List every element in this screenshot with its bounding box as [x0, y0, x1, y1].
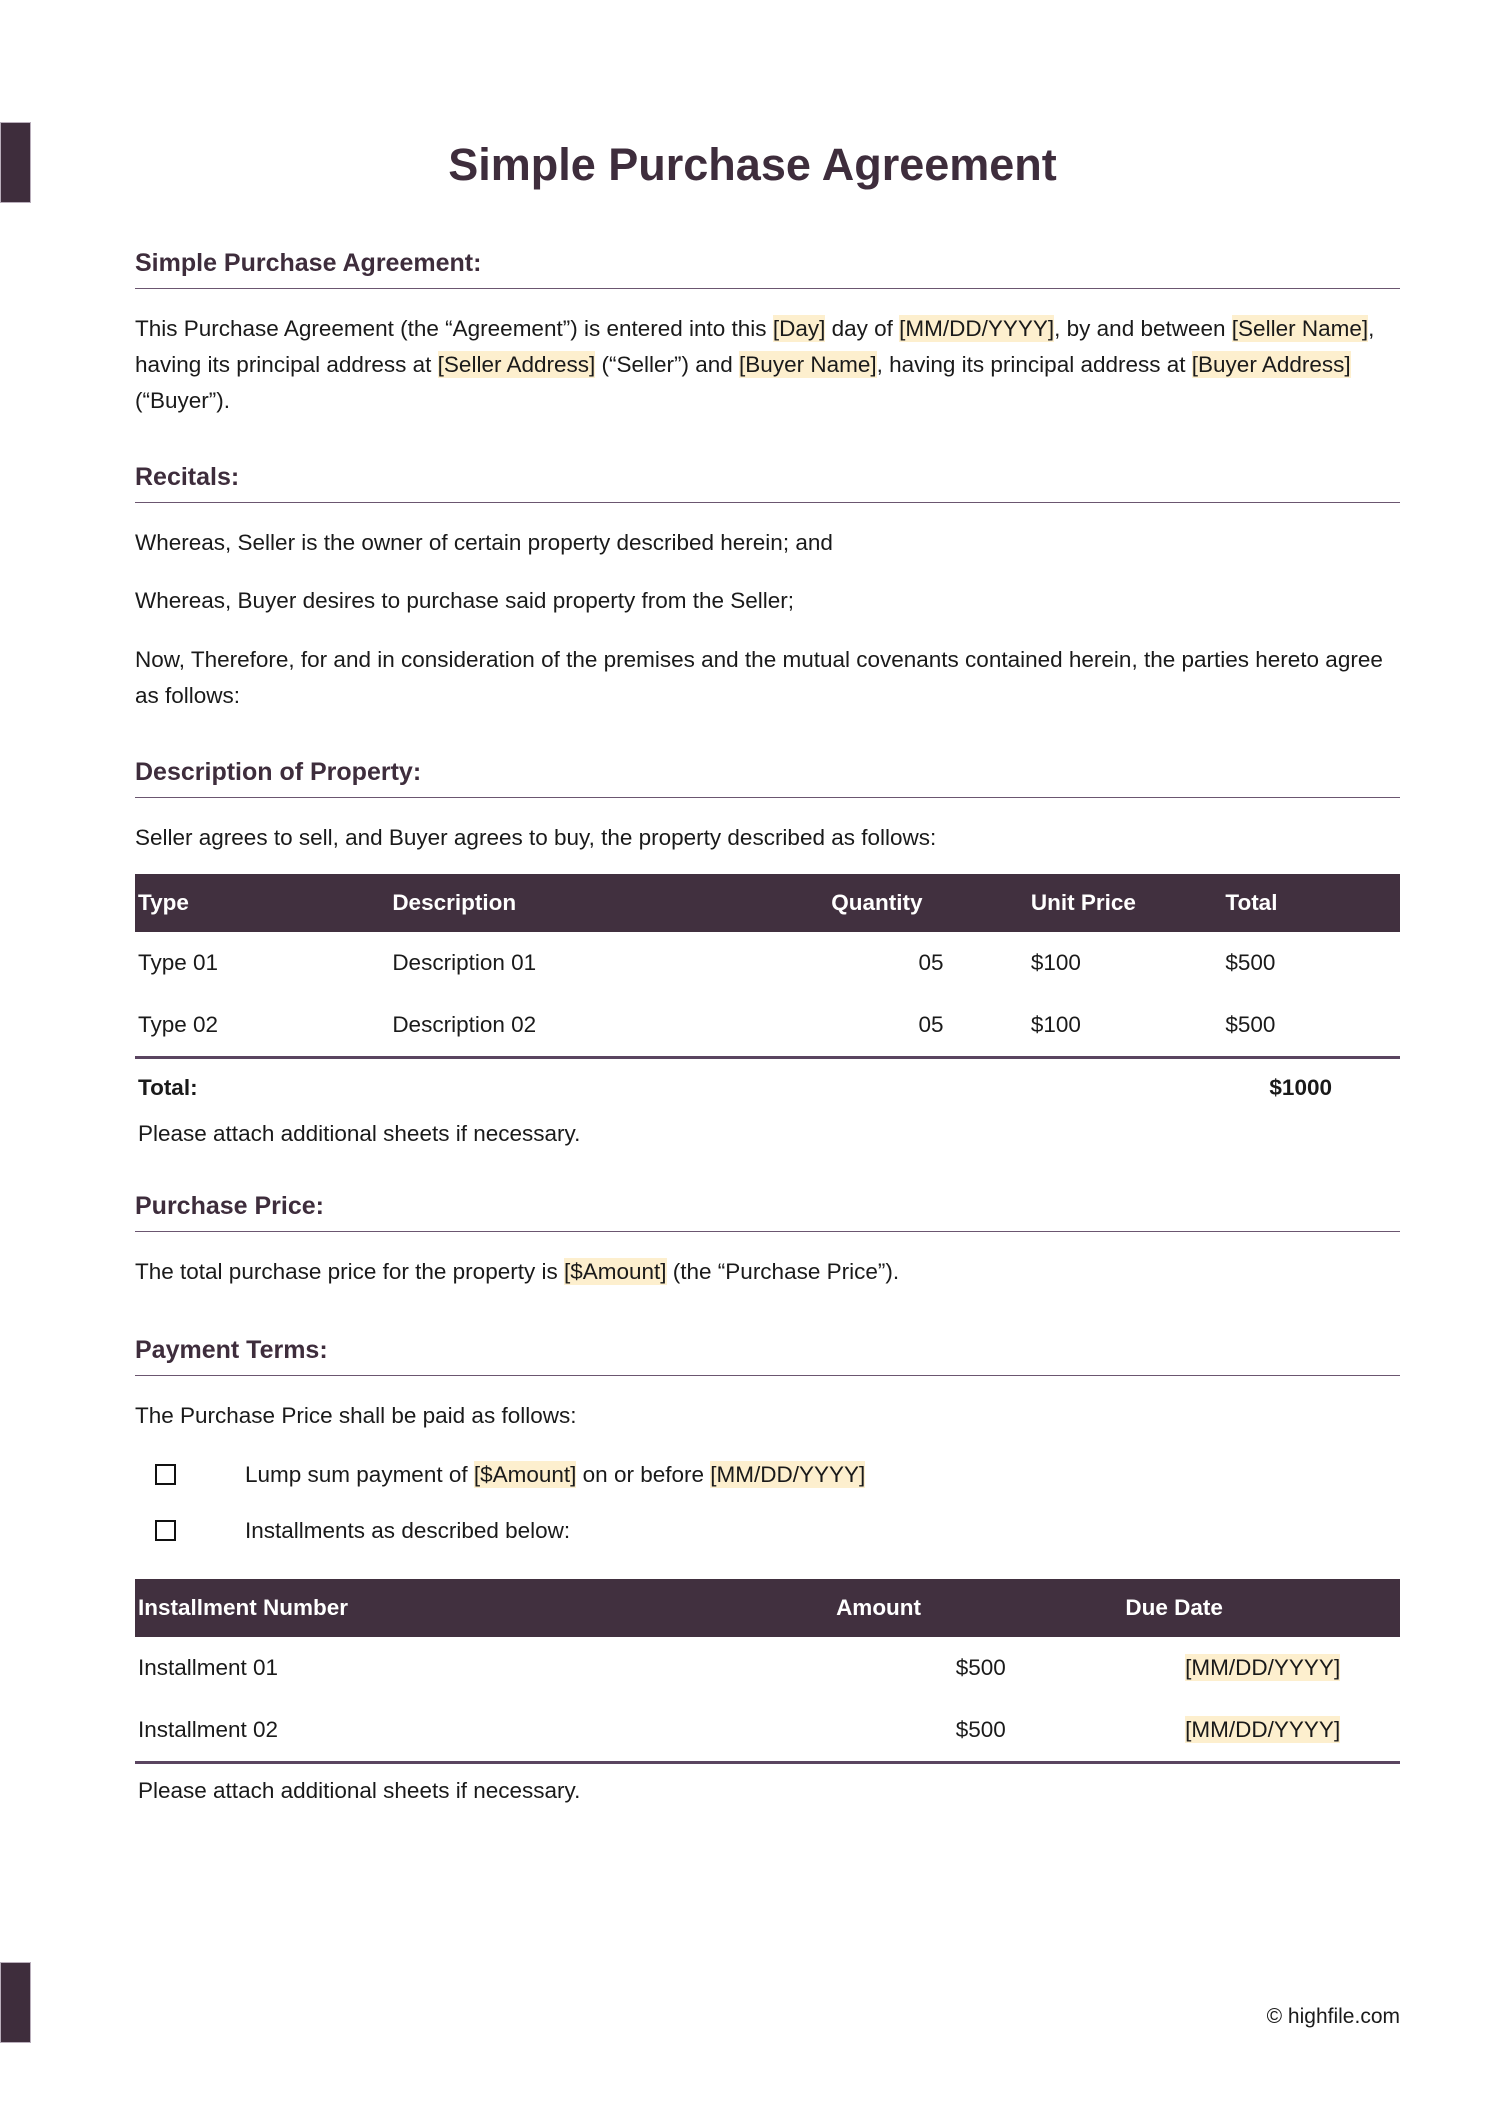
placeholder-seller-name: [Seller Name]: [1231, 315, 1369, 341]
total-label: Total:: [138, 1075, 198, 1101]
property-table-body: [135, 932, 1400, 1058]
column-header-amount: Amount: [836, 1579, 1125, 1637]
payment-terms-intro: The Purchase Price shall be paid as follows:: [135, 1402, 577, 1428]
placeholder-installment-date: [MM/DD/YYYY]: [1185, 1717, 1341, 1742]
placeholder-seller-address: [Seller Address]: [437, 351, 596, 377]
payment-option-lump-sum-label: [245, 1460, 865, 1489]
table-row: [135, 1699, 1400, 1763]
placeholder-buyer-address: [Buyer Address]: [1191, 351, 1351, 377]
property-table-intro: Seller agrees to sell, and Buyer agrees to buy, the property described as follows:: [135, 824, 937, 850]
placeholder-installment-date: [MM/DD/YYYY]: [1185, 1654, 1341, 1680]
column-header-type: Type: [135, 874, 392, 932]
placeholder-date: [MM/DD/YYYY]: [899, 315, 1055, 341]
cell-installment-due-date: [1125, 1637, 1400, 1699]
agreement-text-2: day of: [825, 315, 900, 341]
property-total-row: [135, 1059, 1400, 1115]
cell-quantity: 05: [918, 950, 944, 976]
cell-unit-price: $100: [1031, 994, 1226, 1058]
section-divider: [135, 1231, 1400, 1232]
accent-bar-top: [0, 122, 31, 203]
cell-description: Description 01: [392, 950, 537, 976]
agreement-text-4: , having its principal address at: [135, 315, 1375, 377]
checkbox-installments-icon[interactable]: [155, 1520, 176, 1541]
placeholder-day: [Day]: [772, 315, 826, 341]
section-purchase-price: [135, 1191, 1400, 1290]
lump-sum-text-2: on or before: [576, 1462, 711, 1488]
agreement-text-6: , having its principal address at: [876, 351, 1192, 377]
cell-unit-price: $100: [1030, 950, 1081, 976]
agreement-text-1: This Purchase Agreement (the “Agreement”) is entered into this: [135, 315, 773, 341]
purchase-price-text-2: (the “Purchase Price”).: [666, 1259, 900, 1285]
recital-line-2: Whereas, Buyer desires to purchase said property from the Seller;: [135, 588, 795, 614]
cell-installment-number: Installment 01: [138, 1654, 279, 1680]
table-row: [135, 994, 1400, 1058]
section-description-of-property: [135, 757, 1400, 1148]
purchase-price-paragraph: [135, 1254, 1400, 1290]
section-payment-terms: [135, 1335, 1400, 1804]
cell-quantity: 05: [831, 994, 1031, 1058]
document-content: [135, 0, 1400, 1804]
section-divider: [135, 797, 1400, 798]
cell-type: Type 01: [138, 950, 219, 976]
table-header-row: [135, 874, 1400, 932]
section-divider: [135, 502, 1400, 503]
checkbox-lump-sum-icon[interactable]: [155, 1464, 176, 1485]
cell-type: Type 02: [135, 994, 392, 1058]
lump-sum-text-1: Lump sum payment of: [245, 1462, 474, 1488]
section-heading-recitals: Recitals:: [135, 462, 240, 491]
column-header-installment-number: Installment Number: [135, 1579, 836, 1637]
installment-table-head: [135, 1579, 1400, 1637]
recital-line-1: Whereas, Seller is the owner of certain property described herein; and: [135, 529, 833, 555]
installment-table: [135, 1579, 1400, 1764]
agreement-paragraph: [135, 311, 1400, 420]
cell-installment-amount: $500: [955, 1654, 1006, 1680]
section-heading-description-of-property: Description of Property:: [135, 757, 422, 786]
column-header-due-date: Due Date: [1125, 1579, 1400, 1637]
cell-description: Description 02: [392, 994, 831, 1058]
table-row: [135, 932, 1400, 994]
agreement-text-7: (“Buyer”).: [135, 388, 230, 414]
column-header-quantity: Quantity: [831, 874, 1031, 932]
cell-installment-due-date: [1125, 1699, 1400, 1763]
placeholder-purchase-amount: [$Amount]: [563, 1259, 667, 1285]
cell-installment-number: Installment 02: [135, 1699, 836, 1763]
section-recitals: [135, 462, 1400, 715]
placeholder-lump-sum-date: [MM/DD/YYYY]: [710, 1462, 866, 1488]
agreement-text-5: (“Seller”) and: [595, 351, 740, 377]
table-header-row: [135, 1579, 1400, 1637]
section-divider: [135, 288, 1400, 289]
section-agreement: [135, 248, 1400, 420]
placeholder-lump-sum-amount: [$Amount]: [473, 1462, 577, 1488]
payment-option-lump-sum[interactable]: [135, 1460, 1400, 1489]
purchase-price-text-1: The total purchase price for the property is: [135, 1259, 564, 1285]
payment-option-installments-label: Installments as described below:: [245, 1517, 571, 1543]
column-header-unit-price: Unit Price: [1031, 874, 1226, 932]
section-divider: [135, 1375, 1400, 1376]
recital-line-3: Now, Therefore, for and in consideration of the premises and the mutual covenants contained herein, the parties hereto agree as follows:: [135, 646, 1383, 709]
page-title: Simple Purchase Agreement: [448, 139, 1057, 190]
cell-total: $500: [1225, 950, 1276, 976]
column-header-description: Description: [392, 874, 831, 932]
placeholder-buyer-name: [Buyer Name]: [739, 351, 877, 377]
payment-option-installments[interactable]: [135, 1516, 1400, 1545]
total-value: $1000: [1269, 1075, 1332, 1101]
property-attach-note: Please attach additional sheets if necessary.: [138, 1121, 581, 1147]
cell-installment-amount: $500: [836, 1699, 1125, 1763]
property-table-head: [135, 874, 1400, 932]
installment-attach-note: Please attach additional sheets if necessary.: [138, 1778, 581, 1804]
accent-bar-bottom: [0, 1962, 31, 2043]
section-heading-purchase-price: Purchase Price:: [135, 1192, 324, 1221]
section-heading-payment-terms: Payment Terms:: [135, 1335, 328, 1364]
property-table: [135, 874, 1400, 1059]
table-row: [135, 1637, 1400, 1699]
column-header-total: Total: [1225, 874, 1400, 932]
section-heading-agreement: Simple Purchase Agreement:: [135, 248, 482, 277]
installment-table-body: [135, 1637, 1400, 1763]
cell-total: $500: [1225, 994, 1400, 1058]
footer-copyright: © highfile.com: [1266, 2005, 1400, 2028]
agreement-text-3: , by and between: [1054, 315, 1232, 341]
